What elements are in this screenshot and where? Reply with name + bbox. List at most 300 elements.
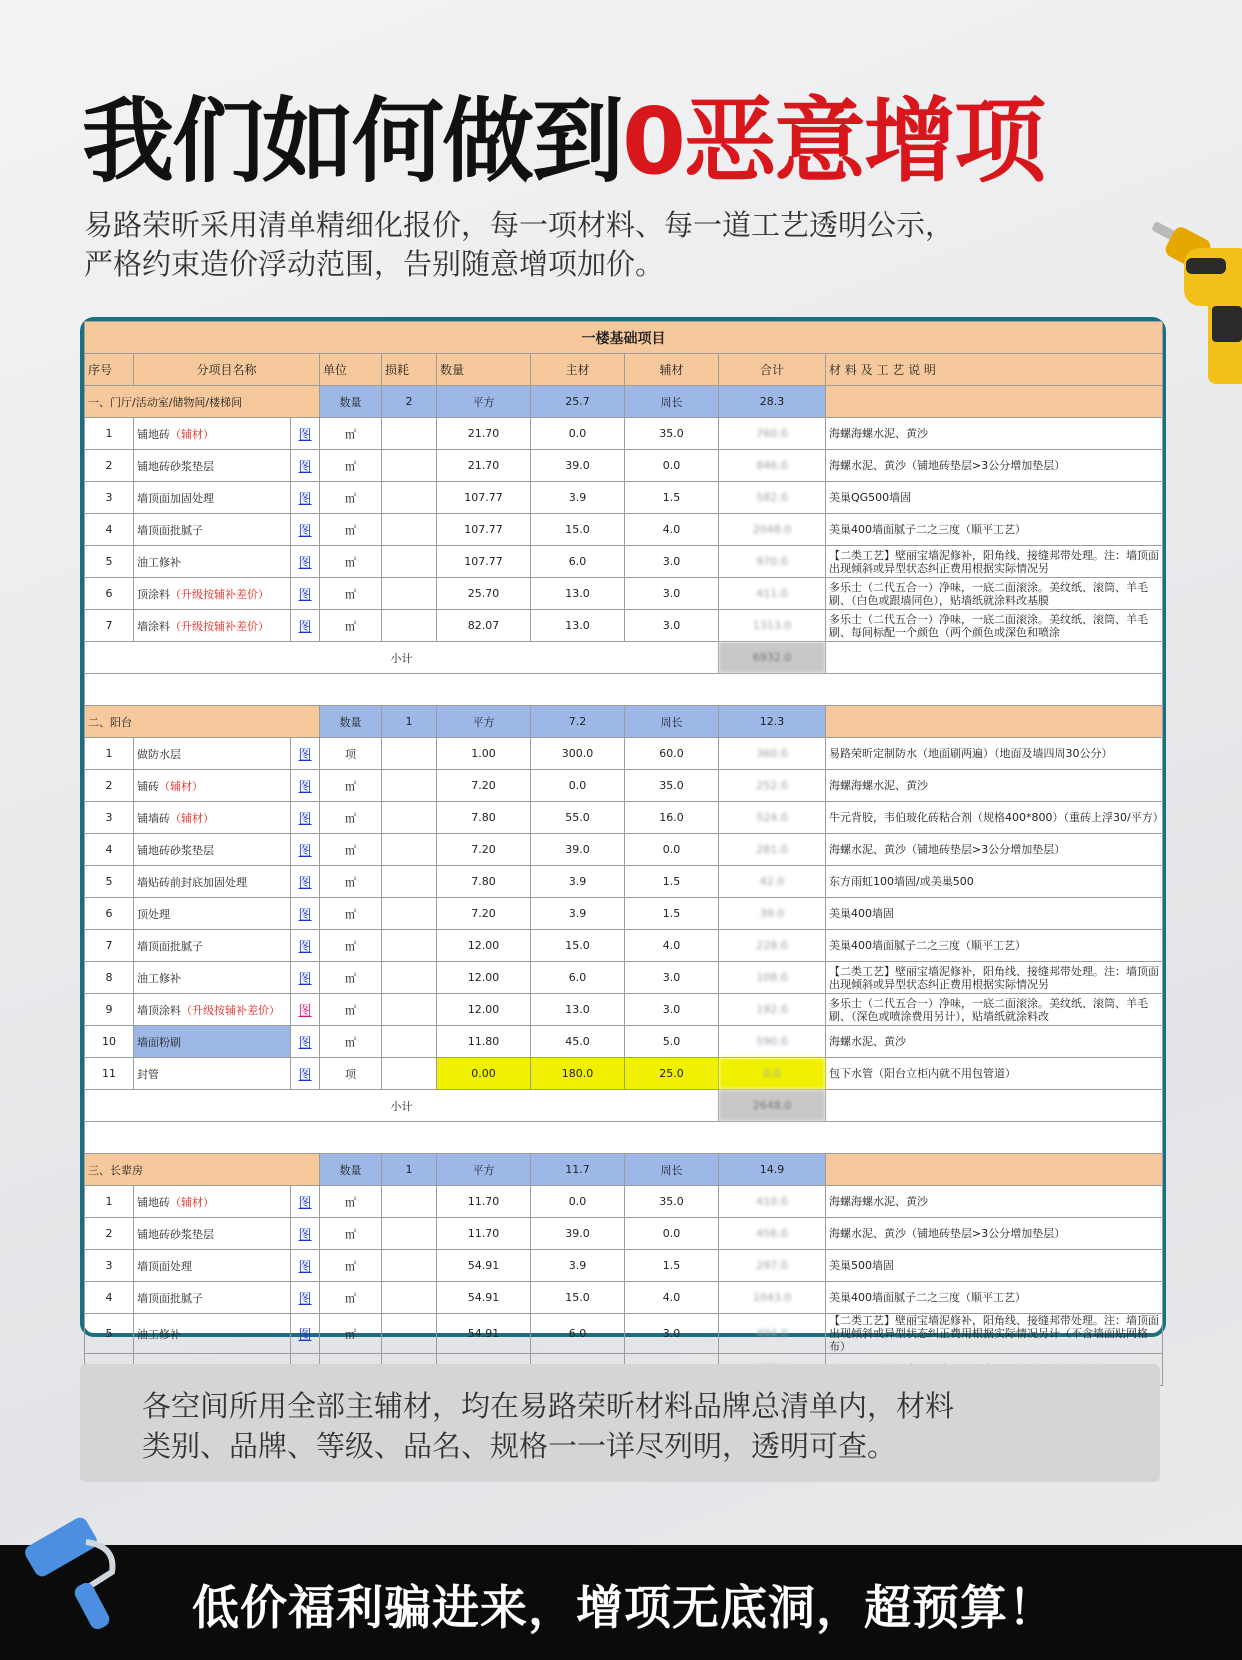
- table-row: [85, 514, 1163, 546]
- item-description: 海螺水泥、黄沙（铺地砖垫层>3公分增加垫层）: [826, 834, 1163, 866]
- item-name-cell: [134, 514, 291, 546]
- item-loss: [382, 770, 437, 802]
- item-name: 墙顶面加固处理: [137, 491, 214, 505]
- item-loss: [382, 834, 437, 866]
- row-number: 1: [85, 738, 134, 770]
- item-tag: （升级按辅补差价）: [170, 587, 269, 601]
- item-total: 2048.0: [719, 514, 826, 546]
- item-aux-material: 35.0: [625, 1186, 719, 1218]
- headline-black: 我们如何做到: [82, 88, 623, 195]
- item-loss: [382, 1218, 437, 1250]
- row-number: 1: [85, 418, 134, 450]
- row-number: 1: [85, 1186, 134, 1218]
- item-description: 多乐士（二代五合一）净味，一底二面滚涂。美纹纸、滚筒、羊毛刷、每间标配一个颜色（两个颜色或深色和喷涂: [826, 610, 1163, 642]
- item-description: 包下水管（阳台立柜内就不用包管道）: [826, 1058, 1163, 1090]
- item-description: 【二类工艺】壁丽宝墙泥修补，阳角线、接缝邦带处理。注：墙顶面出现倾斜或异型状态纠正费用根据实际情况另计（不含墙面贴网格布）: [826, 1314, 1163, 1354]
- col-header-total: 合计: [719, 354, 826, 386]
- item-main-material: 300.0: [531, 738, 625, 770]
- item-total: 297.0: [719, 1250, 826, 1282]
- item-name: 油工修补: [137, 971, 181, 985]
- row-number: 7: [85, 930, 134, 962]
- item-main-material: 6.0: [531, 1314, 625, 1354]
- item-qty: 7.20: [437, 898, 531, 930]
- drawing-link-icon[interactable]: 图: [291, 450, 320, 482]
- item-name-cell: [134, 834, 291, 866]
- item-name-cell: [134, 1218, 291, 1250]
- table-row: [85, 898, 1163, 930]
- drawing-link-icon[interactable]: 图: [291, 834, 320, 866]
- item-unit: ㎡: [320, 1314, 382, 1354]
- table-row: [85, 482, 1163, 514]
- row-number: 6: [85, 898, 134, 930]
- section-name: 二、阳台: [85, 706, 320, 738]
- row-number: 3: [85, 482, 134, 514]
- drawing-link-icon[interactable]: 图: [291, 1250, 320, 1282]
- item-qty: 107.77: [437, 514, 531, 546]
- item-total: 281.0: [719, 834, 826, 866]
- item-name-cell: [134, 1186, 291, 1218]
- section-perimeter: 14.9: [719, 1154, 826, 1186]
- item-main-material: 39.0: [531, 1218, 625, 1250]
- item-loss: [382, 1282, 437, 1314]
- item-total: 411.0: [719, 578, 826, 610]
- section-qty-label: 数量: [320, 386, 382, 418]
- row-number: 8: [85, 962, 134, 994]
- drawing-link-icon[interactable]: 图: [291, 514, 320, 546]
- item-name: 油工修补: [137, 555, 181, 569]
- item-main-material: 3.9: [531, 898, 625, 930]
- row-number: 5: [85, 1314, 134, 1354]
- item-loss: [382, 930, 437, 962]
- intro-line-2: 严格约束造价浮动范围，告别随意增项加价。: [84, 247, 665, 281]
- item-main-material: 13.0: [531, 610, 625, 642]
- item-description: 美巢400墙面腻子二之三度（顺平工艺）: [826, 514, 1163, 546]
- item-description: 【二类工艺】壁丽宝墙泥修补，阳角线、接缝邦带处理。注：墙顶面出现倾斜或异型状态纠正费用根据实际情况另: [826, 962, 1163, 994]
- item-tag: （辅材）: [159, 779, 203, 793]
- item-description: 美巢400墙面腻子二之三度（顺平工艺）: [826, 930, 1163, 962]
- item-total: 42.0: [719, 866, 826, 898]
- item-name-cell: [134, 802, 291, 834]
- item-main-material: 15.0: [531, 514, 625, 546]
- section-header-fill: [826, 706, 1163, 738]
- item-name: 顶涂料: [137, 587, 170, 601]
- drawing-link-icon[interactable]: 图: [291, 770, 320, 802]
- item-loss: [382, 578, 437, 610]
- col-header-no: 序号: [85, 354, 134, 386]
- item-total: 582.0: [719, 482, 826, 514]
- drawing-link-icon[interactable]: 图: [291, 546, 320, 578]
- item-name-cell: [134, 1250, 291, 1282]
- item-name: 顶处理: [137, 907, 170, 921]
- section-perimeter-label: 周长: [625, 1154, 719, 1186]
- sheet-title: 一楼基础项目: [85, 322, 1163, 354]
- item-unit: 项: [320, 738, 382, 770]
- item-unit: ㎡: [320, 578, 382, 610]
- item-aux-material: 5.0: [625, 1026, 719, 1058]
- table-row: [85, 1186, 1163, 1218]
- item-name: 墙顶面批腻子: [137, 939, 203, 953]
- drawing-link-icon[interactable]: 图: [291, 866, 320, 898]
- item-loss: [382, 610, 437, 642]
- table-row: [85, 802, 1163, 834]
- item-unit: ㎡: [320, 994, 382, 1026]
- item-main-material: 15.0: [531, 930, 625, 962]
- item-main-material: 39.0: [531, 450, 625, 482]
- item-description: 多乐士（二代五合一）净味，一底二面滚涂。美纹纸、滚筒、羊毛刷、（白色或跟墙同色），贴墙纸就涂料改基膜: [826, 578, 1163, 610]
- item-description: 美巢400墙面腻子二之三度（顺平工艺）: [826, 1282, 1163, 1314]
- headline: [82, 86, 1044, 198]
- drawing-link-icon[interactable]: 图: [291, 418, 320, 450]
- item-qty: 11.70: [437, 1186, 531, 1218]
- intro-line-1: 易路荣昕采用清单精细化报价，每一项材料、每一道工艺透明公示，: [84, 208, 955, 242]
- item-total: 0.0: [719, 1058, 826, 1090]
- row-number: 7: [85, 610, 134, 642]
- item-main-material: 0.0: [531, 418, 625, 450]
- item-main-material: 180.0: [531, 1058, 625, 1090]
- item-aux-material: 35.0: [625, 418, 719, 450]
- item-qty: 107.77: [437, 546, 531, 578]
- item-tag: （辅材）: [170, 811, 214, 825]
- table-row: [85, 994, 1163, 1026]
- subtotal-fill: [826, 1090, 1163, 1122]
- item-loss: [382, 514, 437, 546]
- drawing-link-icon[interactable]: 图: [291, 482, 320, 514]
- table-row: [85, 578, 1163, 610]
- drawing-link-icon[interactable]: 图: [291, 994, 320, 1026]
- item-total: 1043.0: [719, 1282, 826, 1314]
- item-aux-material: 4.0: [625, 930, 719, 962]
- section-name: 一、门厅/活动室/储物间/楼梯间: [85, 386, 320, 418]
- item-description: 海螺水泥、黄沙（铺地砖垫层>3公分增加垫层）: [826, 1218, 1163, 1250]
- table-row: [85, 866, 1163, 898]
- item-unit: ㎡: [320, 1186, 382, 1218]
- item-total: 494.0: [719, 1314, 826, 1354]
- drawing-link-icon[interactable]: 图: [291, 1026, 320, 1058]
- item-name: 墙顶面处理: [137, 1259, 192, 1273]
- row-number: 4: [85, 514, 134, 546]
- table-row: [85, 1314, 1163, 1354]
- drawing-link-icon[interactable]: 图: [291, 738, 320, 770]
- item-name-cell: [134, 930, 291, 962]
- item-name-cell: [134, 1058, 291, 1090]
- item-main-material: 6.0: [531, 546, 625, 578]
- item-total: 228.0: [719, 930, 826, 962]
- table-row: [85, 962, 1163, 994]
- item-description: 海螺水泥、黄沙: [826, 1026, 1163, 1058]
- item-name: 墙顶涂料: [137, 1003, 181, 1017]
- item-aux-material: 35.0: [625, 770, 719, 802]
- item-description: 海螺海螺水泥、黄沙: [826, 418, 1163, 450]
- table-row: [85, 1058, 1163, 1090]
- footer-text: 低价福利骗进来，增项无底洞，超预算！: [192, 1581, 1056, 1636]
- table-row: [85, 1282, 1163, 1314]
- item-aux-material: 1.5: [625, 1250, 719, 1282]
- section-header-fill: [826, 1154, 1163, 1186]
- item-total: 192.0: [719, 994, 826, 1026]
- item-name-cell: [134, 738, 291, 770]
- row-number: 11: [85, 1058, 134, 1090]
- item-qty: 12.00: [437, 930, 531, 962]
- item-unit: ㎡: [320, 802, 382, 834]
- section-header-row: [85, 706, 1163, 738]
- drawing-link-icon[interactable]: 图: [291, 802, 320, 834]
- col-header-main: 主材: [531, 354, 625, 386]
- item-aux-material: 25.0: [625, 1058, 719, 1090]
- section-spacer: [85, 674, 1163, 706]
- headline-red: 0恶意增项: [622, 88, 1045, 195]
- footer-banner: [0, 1545, 1242, 1660]
- item-qty: 7.20: [437, 770, 531, 802]
- item-qty: 54.91: [437, 1282, 531, 1314]
- item-main-material: 55.0: [531, 802, 625, 834]
- section-area-label: 平方: [437, 706, 531, 738]
- item-loss: [382, 738, 437, 770]
- item-description: 海螺海螺水泥、黄沙: [826, 770, 1163, 802]
- item-qty: 21.70: [437, 418, 531, 450]
- item-unit: 项: [320, 1058, 382, 1090]
- item-description: 【二类工艺】壁丽宝墙泥修补，阳角线、接缝邦带处理。注：墙顶面出现倾斜或异型状态纠正费用根据实际情况另: [826, 546, 1163, 578]
- row-number: 2: [85, 1218, 134, 1250]
- drawing-link-icon[interactable]: 图: [291, 1186, 320, 1218]
- table-row: [85, 738, 1163, 770]
- drawing-link-icon[interactable]: 图: [291, 1218, 320, 1250]
- item-qty: 11.80: [437, 1026, 531, 1058]
- item-qty: 0.00: [437, 1058, 531, 1090]
- item-loss: [382, 994, 437, 1026]
- item-total: 360.0: [719, 738, 826, 770]
- col-header-desc: 材 料 及 工 艺 说 明: [826, 354, 1163, 386]
- item-loss: [382, 1250, 437, 1282]
- item-name: 墙顶面批腻子: [137, 523, 203, 537]
- item-unit: ㎡: [320, 898, 382, 930]
- drawing-link-icon[interactable]: 图: [291, 1282, 320, 1314]
- item-description: 美巢QG500墙固: [826, 482, 1163, 514]
- table-row: [85, 834, 1163, 866]
- item-name-cell: [134, 1314, 291, 1354]
- item-description: 东方雨虹100墙固/或美巢500: [826, 866, 1163, 898]
- row-number: 9: [85, 994, 134, 1026]
- table-row: [85, 930, 1163, 962]
- item-unit: ㎡: [320, 1282, 382, 1314]
- drawing-link-icon[interactable]: 图: [291, 578, 320, 610]
- item-main-material: 3.9: [531, 866, 625, 898]
- item-aux-material: 3.0: [625, 546, 719, 578]
- item-unit: ㎡: [320, 962, 382, 994]
- subtotal-label: 小计: [85, 642, 719, 674]
- item-description: 牛元背胶，韦伯玻化砖粘合剂（规格400*800）（重砖上浮30/平方）: [826, 802, 1163, 834]
- item-unit: ㎡: [320, 450, 382, 482]
- item-name: 墙面粉刷: [137, 1035, 181, 1049]
- section-qty-label: 数量: [320, 1154, 382, 1186]
- item-loss: [382, 1186, 437, 1218]
- item-name-cell: [134, 482, 291, 514]
- item-main-material: 13.0: [531, 578, 625, 610]
- item-unit: ㎡: [320, 770, 382, 802]
- item-description: 美巢500墙固: [826, 1250, 1163, 1282]
- item-tag: （辅材）: [170, 427, 214, 441]
- drawing-link-icon[interactable]: 图: [291, 930, 320, 962]
- item-qty: 11.70: [437, 1218, 531, 1250]
- item-name: 铺地砖砂浆垫层: [137, 459, 214, 473]
- item-qty: 7.80: [437, 802, 531, 834]
- item-name: 墙顶面批腻子: [137, 1291, 203, 1305]
- item-qty: 54.91: [437, 1314, 531, 1354]
- row-number: 5: [85, 546, 134, 578]
- item-name: 铺地砖砂浆垫层: [137, 843, 214, 857]
- subtotal-label: 小计: [85, 1090, 719, 1122]
- item-name: 铺砖: [137, 779, 159, 793]
- item-loss: [382, 1026, 437, 1058]
- item-aux-material: 1.5: [625, 482, 719, 514]
- item-main-material: 45.0: [531, 1026, 625, 1058]
- section-area: 11.7: [531, 1154, 625, 1186]
- drawing-link-icon[interactable]: 图: [291, 1314, 320, 1354]
- item-qty: 82.07: [437, 610, 531, 642]
- table-row: [85, 1250, 1163, 1282]
- item-name-cell: [134, 770, 291, 802]
- section-perimeter-label: 周长: [625, 386, 719, 418]
- quotation-sheet: [80, 317, 1166, 1353]
- item-main-material: 0.0: [531, 1186, 625, 1218]
- subtotal-value: 6932.0: [719, 642, 826, 674]
- item-qty: 21.70: [437, 450, 531, 482]
- table-row: [85, 1026, 1163, 1058]
- item-description: 多乐士（二代五合一）净味，一底二面滚涂。美纹纸、滚筒、羊毛刷、（深色或喷涂费用另计），贴墙纸就涂料改: [826, 994, 1163, 1026]
- item-loss: [382, 802, 437, 834]
- section-header-row: [85, 386, 1163, 418]
- item-aux-material: 3.0: [625, 962, 719, 994]
- item-aux-material: 4.0: [625, 1282, 719, 1314]
- subtotal-row: [85, 642, 1163, 674]
- item-name: 墙贴砖前封底加固处理: [137, 875, 247, 889]
- item-loss: [382, 962, 437, 994]
- quotation-table: [84, 321, 1163, 1386]
- item-loss: [382, 1314, 437, 1354]
- item-qty: 12.00: [437, 994, 531, 1026]
- col-header-aux: 辅材: [625, 354, 719, 386]
- item-loss: [382, 1058, 437, 1090]
- section-header-row: [85, 1154, 1163, 1186]
- item-qty: 54.91: [437, 1250, 531, 1282]
- drawing-link-icon[interactable]: 图: [291, 898, 320, 930]
- item-name-cell: [134, 962, 291, 994]
- item-main-material: 3.9: [531, 482, 625, 514]
- note-box: [80, 1364, 1160, 1482]
- item-loss: [382, 546, 437, 578]
- item-aux-material: 3.0: [625, 610, 719, 642]
- item-main-material: 39.0: [531, 834, 625, 866]
- item-main-material: 6.0: [531, 962, 625, 994]
- section-qty: 1: [382, 706, 437, 738]
- item-qty: 1.00: [437, 738, 531, 770]
- item-total: 108.0: [719, 962, 826, 994]
- table-row: [85, 450, 1163, 482]
- item-main-material: 0.0: [531, 770, 625, 802]
- row-number: 4: [85, 1282, 134, 1314]
- section-perimeter: 12.3: [719, 706, 826, 738]
- item-aux-material: 0.0: [625, 834, 719, 866]
- item-name: 铺地砖砂浆垫层: [137, 1227, 214, 1241]
- item-aux-material: 0.0: [625, 1218, 719, 1250]
- item-tag: （辅材）: [170, 1195, 214, 1209]
- item-unit: ㎡: [320, 610, 382, 642]
- item-total: 39.0: [719, 898, 826, 930]
- row-number: 4: [85, 834, 134, 866]
- item-qty: 107.77: [437, 482, 531, 514]
- item-unit: ㎡: [320, 866, 382, 898]
- item-qty: 7.80: [437, 866, 531, 898]
- drawing-link-icon[interactable]: 图: [291, 1058, 320, 1090]
- item-main-material: 15.0: [531, 1282, 625, 1314]
- section-perimeter-label: 周长: [625, 706, 719, 738]
- subtotal-fill: [826, 642, 1163, 674]
- item-loss: [382, 866, 437, 898]
- item-unit: ㎡: [320, 930, 382, 962]
- col-header-loss: 损耗: [382, 354, 437, 386]
- item-total: 524.0: [719, 802, 826, 834]
- item-main-material: 13.0: [531, 994, 625, 1026]
- header-row: [85, 354, 1163, 386]
- section-qty: 1: [382, 1154, 437, 1186]
- section-spacer: [85, 1122, 1163, 1154]
- item-total: 846.0: [719, 450, 826, 482]
- item-aux-material: 60.0: [625, 738, 719, 770]
- drawing-link-icon[interactable]: 图: [291, 962, 320, 994]
- item-name-cell: [134, 994, 291, 1026]
- item-loss: [382, 450, 437, 482]
- section-name: 三、长辈房: [85, 1154, 320, 1186]
- row-number: 10: [85, 1026, 134, 1058]
- section-qty: 2: [382, 386, 437, 418]
- item-unit: ㎡: [320, 1218, 382, 1250]
- item-total: 970.0: [719, 546, 826, 578]
- section-area-label: 平方: [437, 386, 531, 418]
- table-row: [85, 1218, 1163, 1250]
- item-name-cell: [134, 578, 291, 610]
- spacer-cell: [85, 1122, 1163, 1154]
- item-aux-material: 0.0: [625, 450, 719, 482]
- section-area: 7.2: [531, 706, 625, 738]
- note-line-2: 类别、品牌、等级、品名、规格一一详尽列明，透明可查。: [142, 1429, 897, 1463]
- item-qty: 7.20: [437, 834, 531, 866]
- item-aux-material: 1.5: [625, 866, 719, 898]
- item-description: 易路荣昕定制防水（地面刷两遍）（地面及墙四周30公分）: [826, 738, 1163, 770]
- item-name: 封管: [137, 1067, 159, 1081]
- item-total: 1313.0: [719, 610, 826, 642]
- table-row: [85, 546, 1163, 578]
- item-name-cell: [134, 1026, 291, 1058]
- item-name: 墙涂料: [137, 619, 170, 633]
- item-name-cell: [134, 866, 291, 898]
- item-name: 铺地砖: [137, 427, 170, 441]
- col-header-qty: 数量: [437, 354, 531, 386]
- col-header-unit: 单位: [320, 354, 382, 386]
- row-number: 6: [85, 578, 134, 610]
- item-total: 590.0: [719, 1026, 826, 1058]
- item-unit: ㎡: [320, 418, 382, 450]
- section-qty-label: 数量: [320, 706, 382, 738]
- item-name: 铺地砖: [137, 1195, 170, 1209]
- item-aux-material: 3.0: [625, 994, 719, 1026]
- item-description: 美巢400墙固: [826, 898, 1163, 930]
- item-loss: [382, 418, 437, 450]
- section-header-fill: [826, 386, 1163, 418]
- subtotal-value: 2648.0: [719, 1090, 826, 1122]
- drawing-link-icon[interactable]: 图: [291, 610, 320, 642]
- sheet-title-row: [85, 322, 1163, 354]
- row-number: 2: [85, 450, 134, 482]
- item-total: 252.0: [719, 770, 826, 802]
